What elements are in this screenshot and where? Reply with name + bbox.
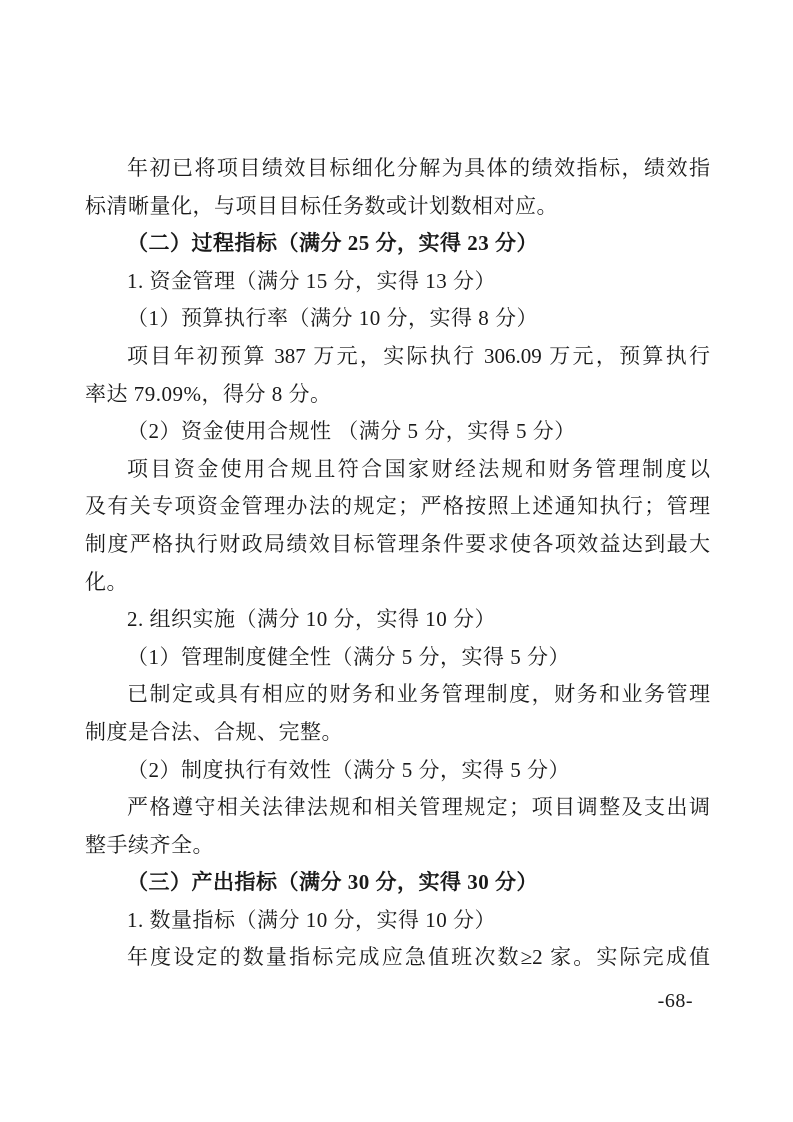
text-line: 项目年初预算 387 万元，实际执行 306.09 万元，预算执行 <box>127 343 710 368</box>
text-line: 及有关专项资金管理办法的规定；严格按照上述通知执行；管理 <box>85 494 710 519</box>
section-heading: （二）过程指标（满分 25 分，实得 23 分） <box>127 231 538 256</box>
text-line: 严格遵守相关法律法规和相关管理规定；项目调整及支出调 <box>127 795 710 820</box>
text-line: 制度是合法、合规、完整。 <box>85 719 343 744</box>
text-line: 化。 <box>85 569 128 594</box>
text-line: 项目资金使用合规且符合国家财经法规和财务管理制度以 <box>127 456 710 481</box>
text-line: 1. 数量指标（满分 10 分，实得 10 分） <box>127 907 496 932</box>
text-line: （2）资金使用合规性 （满分 5 分，实得 5 分） <box>127 419 576 444</box>
text-line: 2. 组织实施（满分 10 分，实得 10 分） <box>127 607 496 632</box>
text-line: 整手续齐全。 <box>85 832 214 857</box>
page-number: -68- <box>657 990 693 1012</box>
document-body <box>85 150 710 977</box>
section-heading: （三）产出指标（满分 30 分，实得 30 分） <box>127 870 538 895</box>
text-line: 1. 资金管理（满分 15 分，实得 13 分） <box>127 268 496 293</box>
text-line: （1）预算执行率（满分 10 分，实得 8 分） <box>127 306 538 331</box>
text-line: （2）制度执行有效性（满分 5 分，实得 5 分） <box>127 757 570 782</box>
text-line: 年初已将项目绩效目标细化分解为具体的绩效指标，绩效指 <box>127 156 710 180</box>
text-line: 已制定或具有相应的财务和业务管理制度，财务和业务管理 <box>127 682 710 707</box>
text-line: 制度严格执行财政局绩效目标管理条件要求使各项效益达到最大 <box>85 531 710 556</box>
text-line: 年度设定的数量指标完成应急值班次数≥2 家。实际完成值 <box>127 945 710 970</box>
text-line: 率达 79.09%，得分 8 分。 <box>85 381 332 406</box>
text-line: 标清晰量化，与项目目标任务数或计划数相对应。 <box>85 193 558 218</box>
text-line: （1）管理制度健全性（满分 5 分，实得 5 分） <box>127 644 570 669</box>
